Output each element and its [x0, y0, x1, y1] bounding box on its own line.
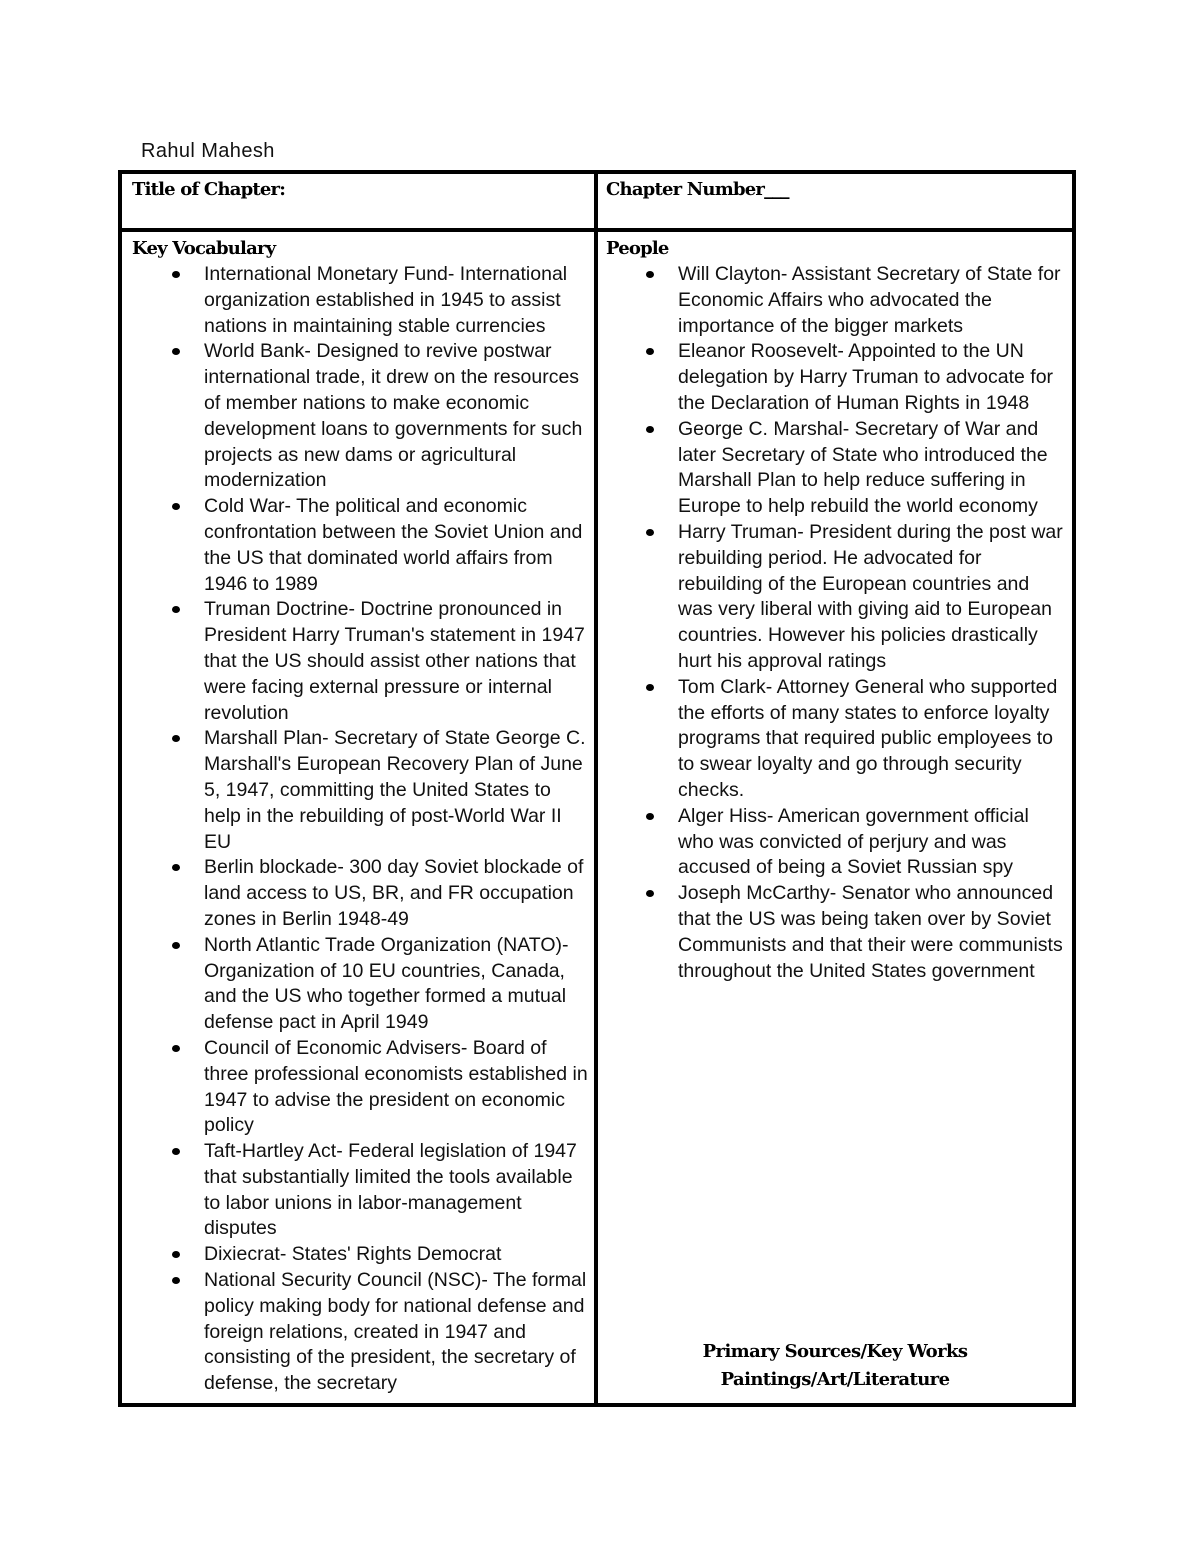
person-entry: Will Clayton- Assistant Secretary of State for Economic Affairs who advocated the importance of the bigger markets [678, 263, 1061, 337]
list-item [132, 597, 588, 726]
bullet-icon [172, 1148, 180, 1155]
bullet-icon [646, 426, 654, 433]
bullet-icon [172, 271, 180, 278]
bullet-icon [646, 684, 654, 691]
vocabulary-term: Cold War- The political and economic confrontation between the Soviet Union and the US that dominated world affairs from 1946 to 1989 [204, 495, 583, 595]
list-item [606, 339, 1068, 416]
people-section [606, 236, 1068, 984]
person-entry: Joseph McCarthy- Senator who announced that the US was being taken over by Soviet Communists and that their were communists throughout the United States government [678, 882, 1063, 982]
bullet-icon [172, 1045, 180, 1052]
bullet-icon [646, 271, 654, 278]
bullet-icon [172, 942, 180, 949]
list-item [132, 726, 588, 855]
primary-sources-line: Primary Sources/Key Works [702, 1341, 968, 1362]
bullet-icon [172, 1277, 180, 1284]
vocabulary-term: Truman Doctrine- Doctrine pronounced in President Harry Truman's statement in 1947 that the US should assist other nations that were facing external pressure or internal revolution [204, 598, 585, 724]
primary-sources-heading [598, 1338, 1072, 1394]
bullet-icon [646, 529, 654, 536]
header-divider [122, 228, 1072, 232]
list-item [132, 855, 588, 932]
vocabulary-term: Marshall Plan- Secretary of State George C. Marshall's European Recovery Plan of June 5, 1947, committing the United States to help in the rebuilding of post-World War II EU [204, 727, 586, 853]
bullet-icon [646, 813, 654, 820]
list-item [132, 1036, 588, 1139]
list-item [132, 1242, 588, 1268]
vocabulary-list [132, 262, 588, 1397]
author-name: Rahul Mahesh [141, 140, 275, 162]
person-entry: Alger Hiss- American government official who was convicted of perjury and was accused of being a Soviet Russian spy [678, 804, 1029, 879]
people-heading: People [606, 238, 669, 259]
list-item [132, 933, 588, 1036]
chapter-number-label: Chapter Number___ [606, 179, 789, 200]
chapter-worksheet-table [118, 170, 1076, 1407]
list-item [606, 520, 1068, 675]
vocabulary-term: International Monetary Fund- International organization established in 1945 to assist nations in maintaining stable currencies [204, 263, 568, 337]
vocabulary-term: North Atlantic Trade Organization (NATO)- Organization of 10 EU countries, Canada, and the US who together formed a mutual defense pact in April 1949 [204, 933, 569, 1034]
list-item [606, 804, 1068, 881]
list-item [132, 262, 588, 339]
list-item [606, 881, 1068, 984]
vocabulary-term: Taft-Hartley Act- Federal legislation of 1947 that substantially limited the tools available to labor unions in labor-management disputes [204, 1140, 577, 1240]
person-entry: Tom Clark- Attorney General who supported the efforts of many states to enforce loyalty programs that required public employees to to swear loyalty and go through security checks. [678, 675, 1058, 801]
bullet-icon [172, 864, 180, 871]
vocabulary-term: National Security Council (NSC)- The formal policy making body for national defense and foreign relations, created in 1947 and consisting of the president, the secretary of defense, the secretary [204, 1269, 587, 1395]
bullet-icon [172, 735, 180, 742]
person-entry: Harry Truman- President during the post war rebuilding period. He advocated for rebuilding of the European countries and was very liberal with giving aid to European countries. However his policies drastically hurt his approval ratings [678, 520, 1063, 672]
vocabulary-term: Dixiecrat- States' Rights Democrat [204, 1243, 502, 1266]
person-entry: Eleanor Roosevelt- Appointed to the UN delegation by Harry Truman to advocate for the Declaration of Human Rights in 1948 [678, 340, 1054, 414]
key-vocabulary-heading: Key Vocabulary [132, 238, 276, 259]
list-item [132, 339, 588, 494]
bullet-icon [172, 503, 180, 510]
list-item [606, 262, 1068, 339]
list-item [606, 675, 1068, 804]
bullet-icon [172, 606, 180, 613]
bullet-icon [172, 1251, 180, 1258]
bullet-icon [172, 348, 180, 355]
list-item [132, 1268, 588, 1397]
column-divider [594, 174, 598, 1403]
bullet-icon [646, 348, 654, 355]
vocabulary-term: World Bank- Designed to revive postwar international trade, it drew on the resources of member nations to make economic development loans to governments for such projects as new dams or agricultural modernization [204, 340, 583, 492]
person-entry: George C. Marshal- Secretary of War and later Secretary of State who introduced the Marshall Plan to help reduce suffering in Europe to help rebuild the world economy [678, 417, 1048, 518]
key-vocabulary-section [132, 236, 588, 1403]
vocabulary-term: Berlin blockade- 300 day Soviet blockade of land access to US, BR, and FR occupation zones in Berlin 1948-49 [204, 856, 584, 930]
paintings-art-literature-line: Paintings/Art/Literature [720, 1369, 950, 1390]
people-list [606, 262, 1068, 984]
list-item [132, 1139, 588, 1242]
vocabulary-term: Council of Economic Advisers- Board of three professional economists established in 1947 to advise the president on economic policy [204, 1036, 588, 1137]
list-item [132, 494, 588, 597]
bullet-icon [646, 890, 654, 897]
list-item [606, 417, 1068, 520]
title-of-chapter-label: Title of Chapter: [132, 179, 286, 200]
